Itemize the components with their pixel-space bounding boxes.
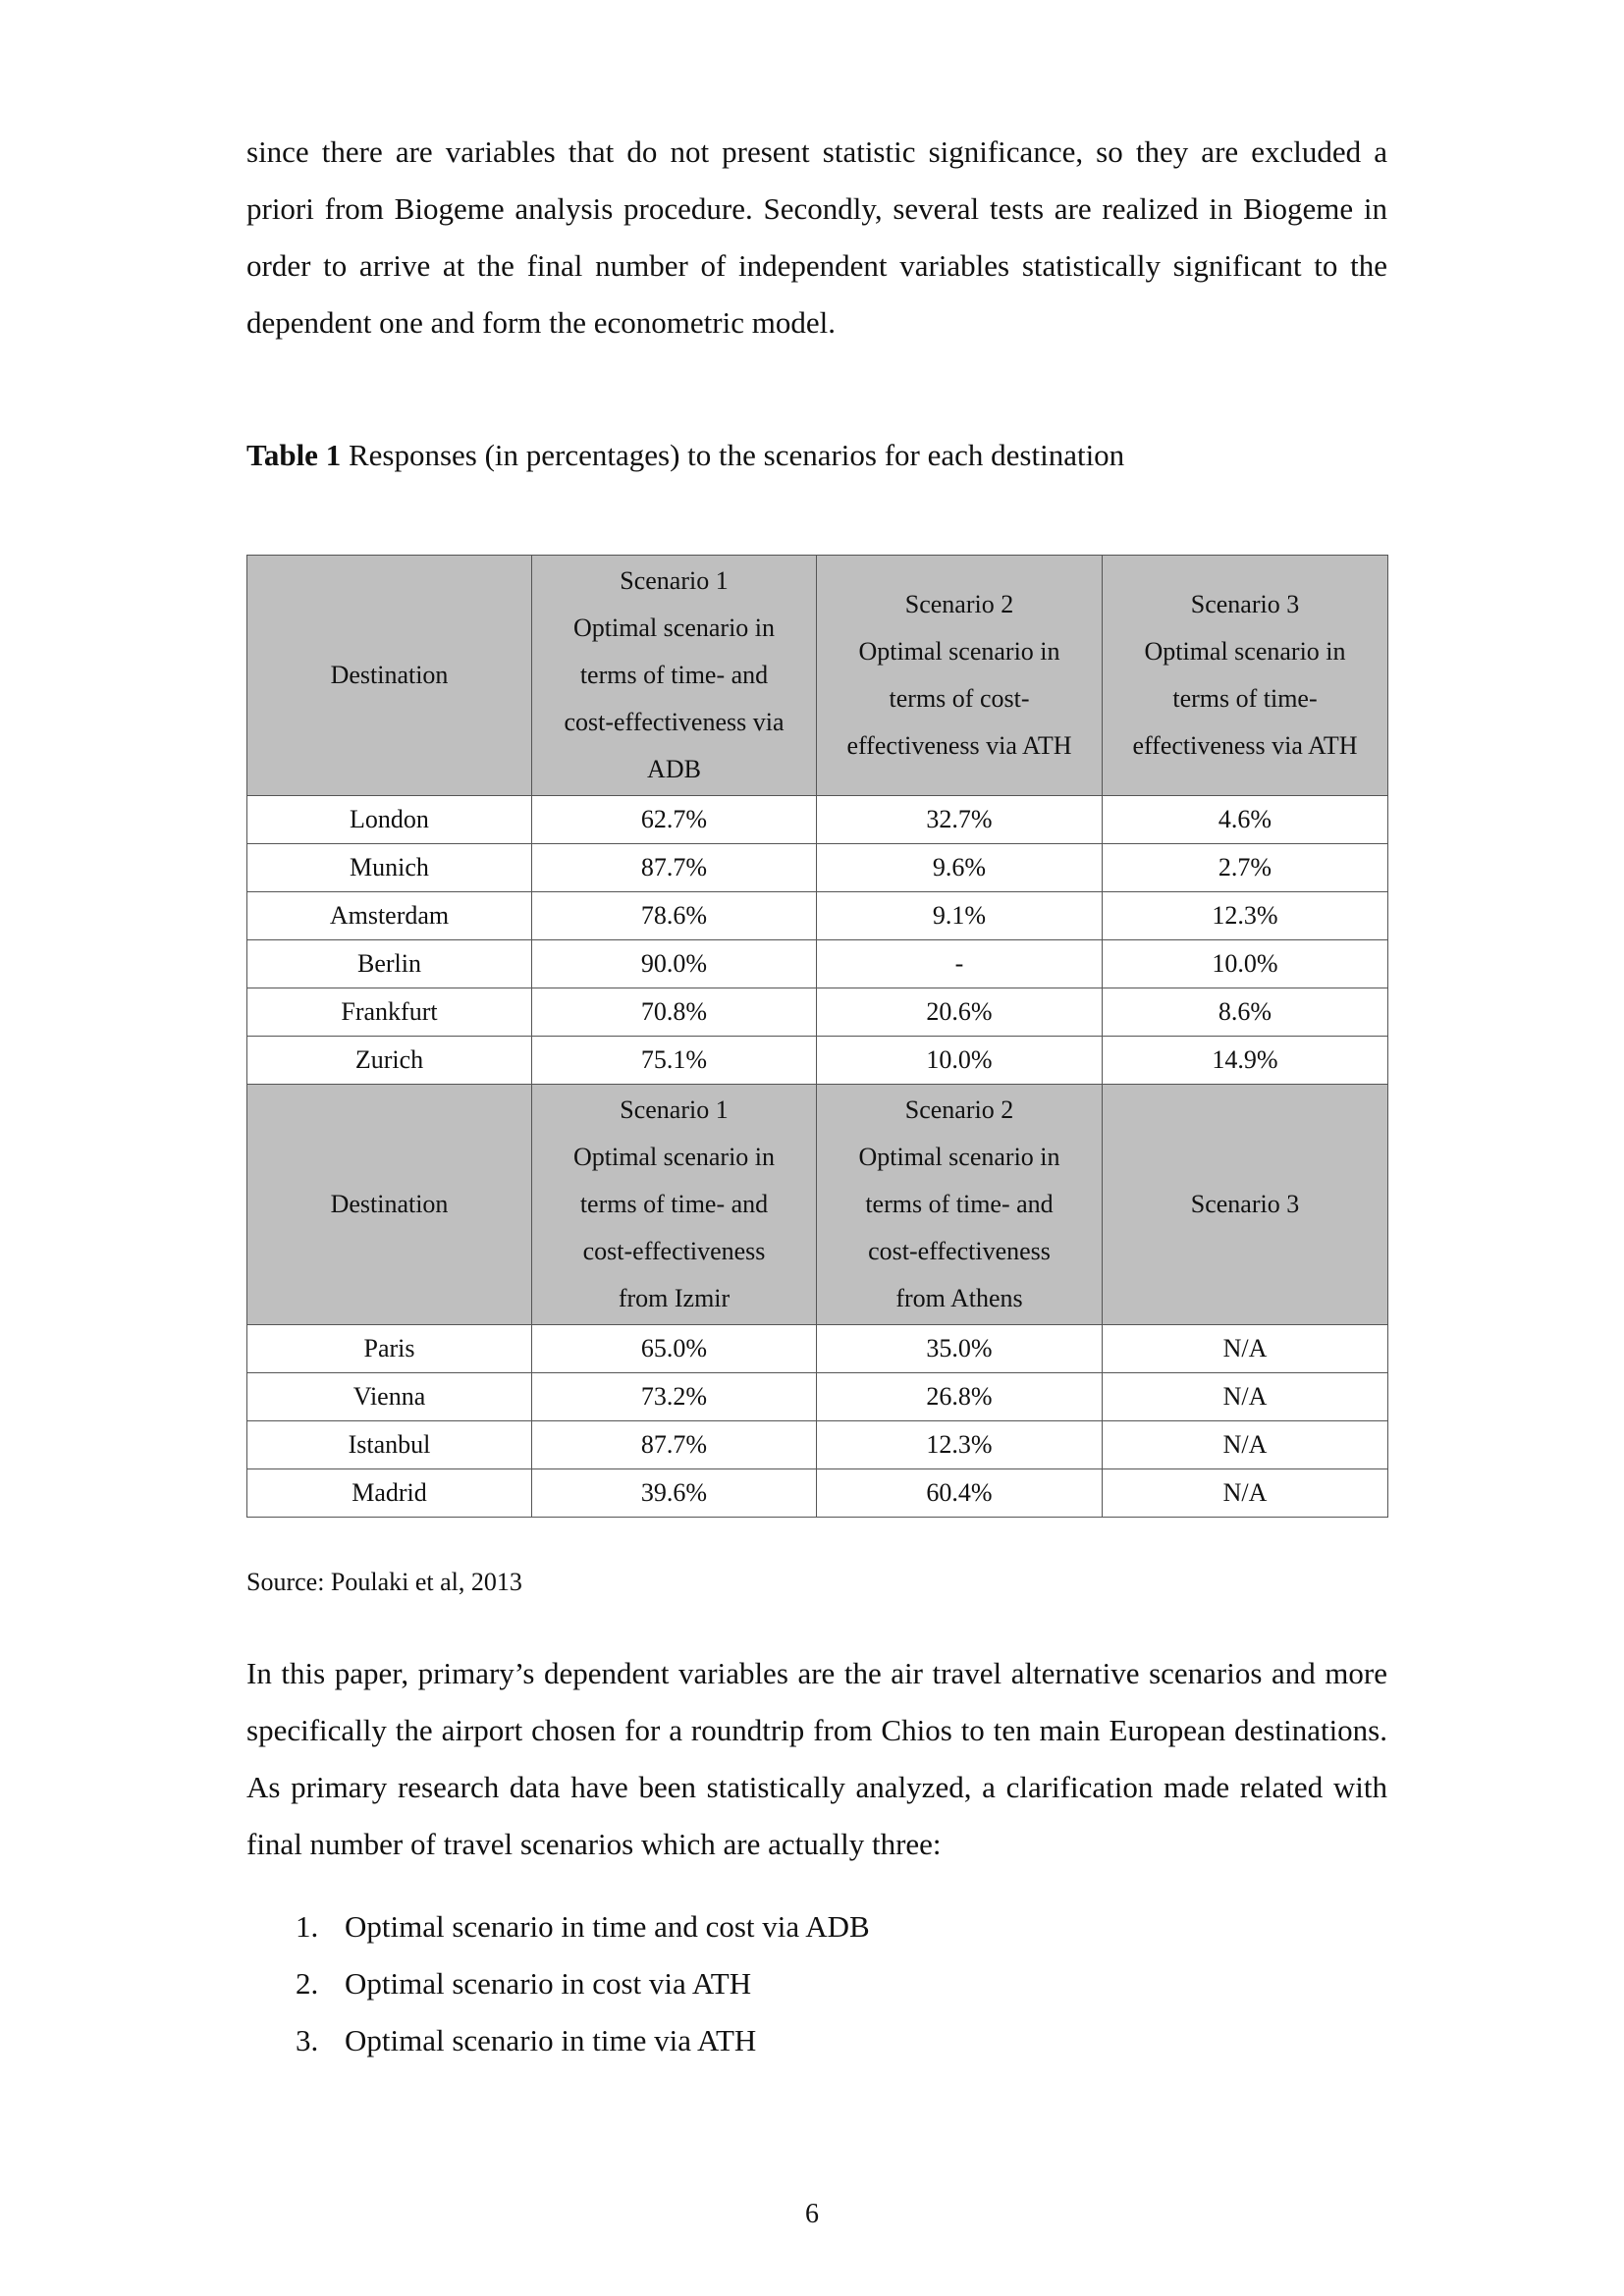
header-line: cost-effectiveness	[582, 1237, 766, 1265]
header-line: Scenario 1	[620, 566, 729, 595]
header-line: Optimal scenario in	[572, 1143, 776, 1171]
header-scenario-1-izmir	[532, 1085, 817, 1325]
header-scenario-3-2	[1103, 1085, 1388, 1325]
header-destination: Destination	[247, 556, 532, 796]
table-row	[247, 988, 1388, 1037]
cell-scenario-1: 73.2%	[532, 1373, 817, 1421]
table-caption-text: Responses (in percentages) to the scenarios for each destination	[341, 438, 1125, 472]
cell-scenario-2: 20.6%	[817, 988, 1103, 1037]
list-item-text: Optimal scenario in cost via ATH	[345, 1966, 752, 2001]
list-item-text: Optimal scenario in time via ATH	[345, 2023, 757, 2057]
cell-destination: Zurich	[247, 1037, 532, 1085]
cell-scenario-1: 87.7%	[532, 1421, 817, 1469]
table-header-row	[247, 556, 1388, 796]
cell-scenario-2: 60.4%	[817, 1469, 1103, 1518]
table-row	[247, 940, 1388, 988]
header-line: terms of time- and	[579, 661, 769, 689]
cell-destination: Madrid	[247, 1469, 532, 1518]
header-scenario-2-athens	[817, 1085, 1103, 1325]
header-line: Scenario 3	[1190, 1190, 1300, 1218]
header-line: from Izmir	[618, 1284, 731, 1312]
header-line: from Athens	[895, 1284, 1023, 1312]
page-number: 6	[805, 2199, 819, 2229]
cell-scenario-1: 90.0%	[532, 940, 817, 988]
header-line: Scenario 2	[904, 1095, 1014, 1124]
header-line: cost-effectiveness	[868, 1237, 1051, 1265]
cell-scenario-2: 9.6%	[817, 844, 1103, 892]
cell-scenario-2: 32.7%	[817, 796, 1103, 844]
table-source: Source: Poulaki et al, 2013	[246, 1568, 522, 1596]
responses-table	[246, 555, 1388, 1518]
header-scenario-1	[532, 556, 817, 796]
cell-destination: Paris	[247, 1325, 532, 1373]
cell-scenario-1: 70.8%	[532, 988, 817, 1037]
list-item-number: 3.	[296, 2023, 319, 2057]
header-line: terms of time-	[1172, 684, 1318, 713]
header-line: effectiveness via ATH	[846, 731, 1072, 760]
cell-scenario-3: 14.9%	[1103, 1037, 1388, 1085]
cell-scenario-3: 12.3%	[1103, 892, 1388, 940]
cell-destination: Amsterdam	[247, 892, 532, 940]
list-item-text: Optimal scenario in time and cost via ADB	[345, 1909, 870, 1944]
header-line: Optimal scenario in	[858, 637, 1060, 666]
table-row	[247, 1325, 1388, 1373]
header-line: Optimal scenario in	[1144, 637, 1346, 666]
cell-scenario-3: 2.7%	[1103, 844, 1388, 892]
table-row	[247, 1373, 1388, 1421]
list-item-number: 1.	[296, 1909, 319, 1944]
cell-scenario-1: 39.6%	[532, 1469, 817, 1518]
cell-scenario-1: 87.7%	[532, 844, 817, 892]
list-item-number: 2.	[296, 1966, 319, 2001]
header-line: ADB	[647, 755, 701, 783]
table-caption	[246, 436, 1124, 475]
header-line: Scenario 1	[620, 1095, 729, 1124]
table-row	[247, 1469, 1388, 1518]
cell-scenario-2: 12.3%	[817, 1421, 1103, 1469]
cell-scenario-1: 65.0%	[532, 1325, 817, 1373]
table-row	[247, 844, 1388, 892]
table-body-group-1	[247, 796, 1388, 1085]
cell-scenario-3: N/A	[1103, 1373, 1388, 1421]
cell-destination: London	[247, 796, 532, 844]
body-paragraph-2: In this paper, primary’s dependent variables are the air travel alternative scenarios and more specifically the airport chosen for a roundtrip from Chios to ten main European destinations. As primary research data have been statistically analyzed, a clarification made related with final number of travel scenarios which are actually three:	[246, 1656, 1387, 1861]
cell-destination: Istanbul	[247, 1421, 532, 1469]
cell-scenario-3: N/A	[1103, 1469, 1388, 1518]
cell-scenario-3: 8.6%	[1103, 988, 1388, 1037]
cell-scenario-3: N/A	[1103, 1421, 1388, 1469]
header-line: Scenario 2	[904, 590, 1014, 618]
cell-destination: Berlin	[247, 940, 532, 988]
header-scenario-2	[817, 556, 1103, 796]
cell-scenario-2: -	[817, 940, 1103, 988]
table-row	[247, 892, 1388, 940]
header-line: terms of cost-	[889, 684, 1030, 713]
cell-scenario-1: 62.7%	[532, 796, 817, 844]
header-line: Optimal scenario in	[858, 1143, 1060, 1171]
list-item	[246, 1898, 870, 1955]
cell-destination: Munich	[247, 844, 532, 892]
table-row	[247, 1421, 1388, 1469]
header-line: Scenario 3	[1190, 590, 1300, 618]
header-line: terms of time- and	[865, 1190, 1054, 1218]
cell-scenario-2: 26.8%	[817, 1373, 1103, 1421]
cell-destination: Frankfurt	[247, 988, 532, 1037]
body-paragraph-1: since there are variables that do not present statistic significance, so they are excluded a priori from Biogeme analysis procedure. Secondly, several tests are realized in Biogeme in order to arrive at the final number of independent variables statistically significant to the dependent one and form the econometric model.	[246, 134, 1387, 340]
cell-scenario-2: 10.0%	[817, 1037, 1103, 1085]
cell-scenario-3: 4.6%	[1103, 796, 1388, 844]
table-row	[247, 796, 1388, 844]
scenario-list	[246, 1898, 870, 2069]
header-line: Optimal scenario in	[572, 614, 776, 642]
cell-scenario-2: 35.0%	[817, 1325, 1103, 1373]
list-item	[246, 1955, 870, 2012]
cell-scenario-3: N/A	[1103, 1325, 1388, 1373]
table-header-row-2	[247, 1085, 1388, 1325]
table-body-group-2	[247, 1325, 1388, 1518]
cell-scenario-1: 78.6%	[532, 892, 817, 940]
table-caption-label: Table 1	[246, 438, 342, 472]
header-line: terms of time- and	[579, 1190, 769, 1218]
header-scenario-3	[1103, 556, 1388, 796]
cell-scenario-3: 10.0%	[1103, 940, 1388, 988]
cell-scenario-2: 9.1%	[817, 892, 1103, 940]
header-line: cost-effectiveness via	[564, 708, 785, 736]
list-item	[246, 2012, 870, 2069]
header-line: effectiveness via ATH	[1132, 731, 1358, 760]
cell-destination: Vienna	[247, 1373, 532, 1421]
table-row	[247, 1037, 1388, 1085]
header-destination-2: Destination	[247, 1085, 532, 1325]
cell-scenario-1: 75.1%	[532, 1037, 817, 1085]
